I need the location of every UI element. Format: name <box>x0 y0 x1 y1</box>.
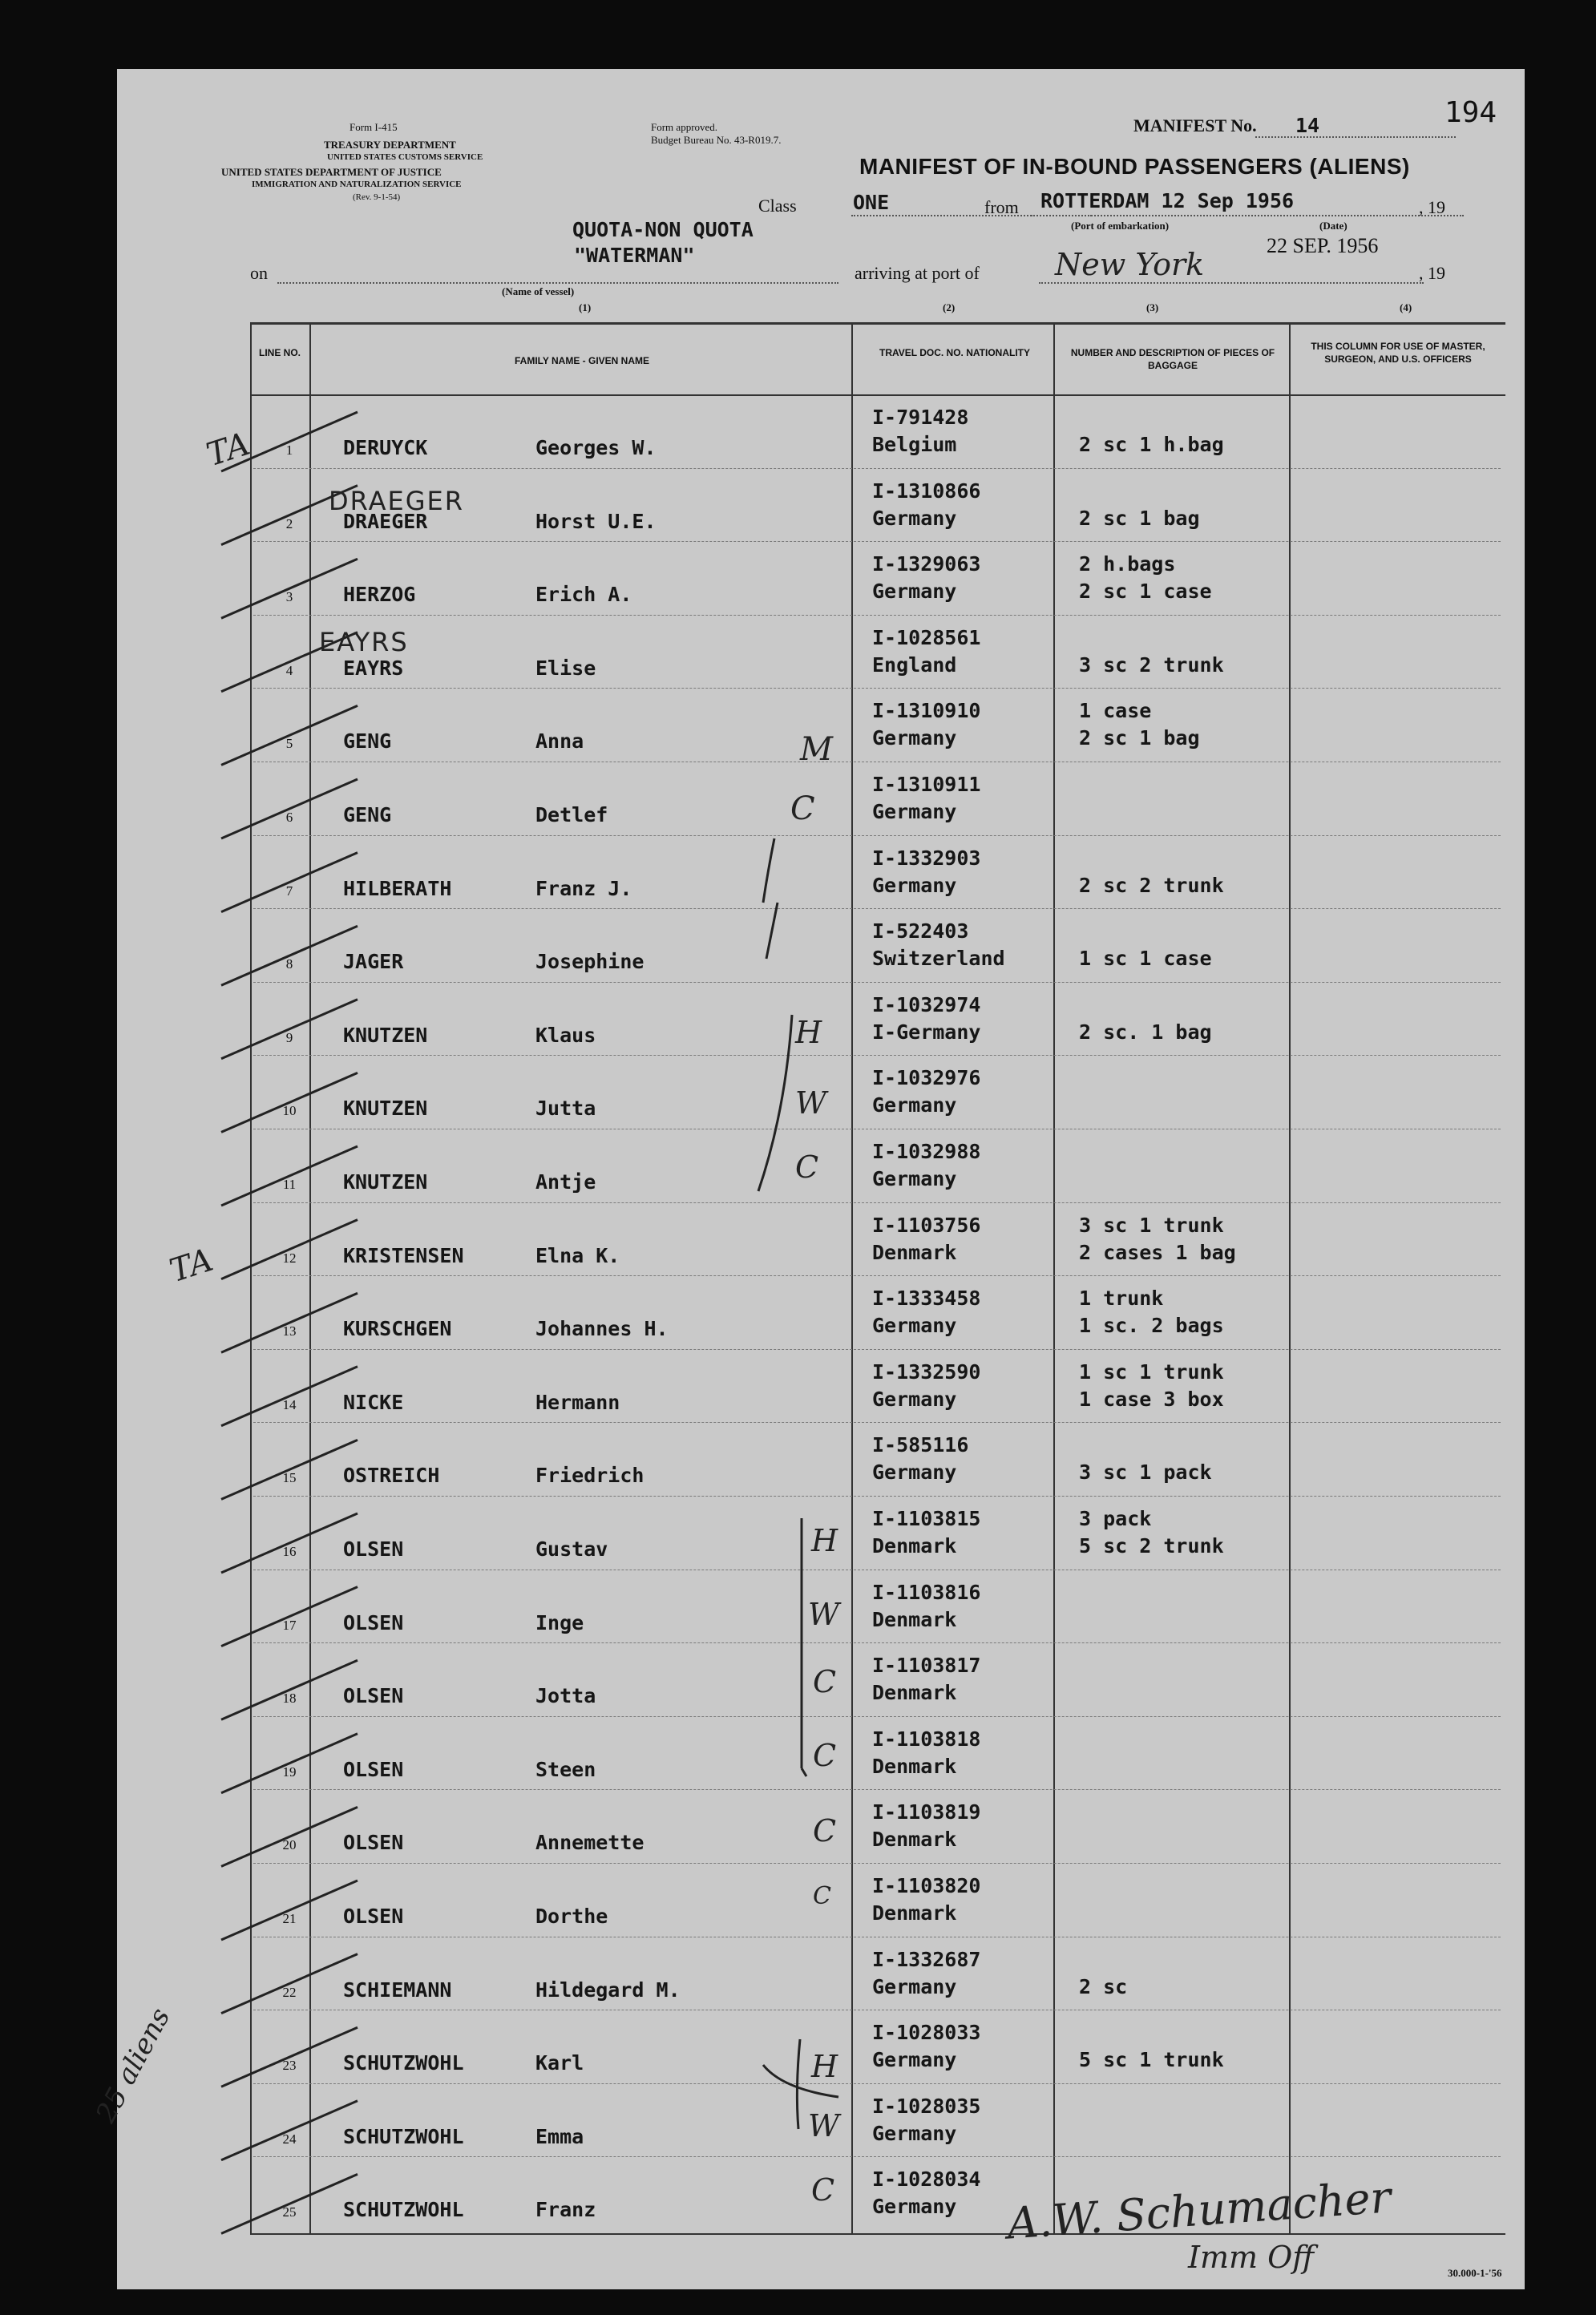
baggage-line-2: 3 sc 1 pack <box>1079 1461 1212 1485</box>
family-name: EAYRS <box>343 656 404 680</box>
manifest-label: MANIFEST No. <box>1133 115 1257 135</box>
col-num-1: (1) <box>579 301 592 313</box>
budget-bureau: Budget Bureau No. 43-R019.7. <box>651 134 782 146</box>
given-name: Josephine <box>535 950 644 974</box>
table-row <box>253 908 1501 982</box>
nationality: Germany <box>872 873 957 897</box>
vessel-line <box>277 282 838 284</box>
line-number: 4 <box>285 662 293 678</box>
baggage-line-2: 1 sc. 2 bags <box>1079 1314 1224 1338</box>
given-name: Horst U.E. <box>535 509 657 533</box>
row-divider <box>253 468 1501 469</box>
travel-doc-no: I-1028034 <box>872 2168 981 2192</box>
given-name: Jutta <box>535 1097 596 1121</box>
table-row <box>253 541 1501 615</box>
travel-doc-no: I-522403 <box>872 919 969 943</box>
given-name: Steen <box>535 1757 596 1781</box>
class-label: Class <box>758 196 797 216</box>
travel-doc-no: I-1028035 <box>872 2094 981 2118</box>
nationality: Germany <box>872 1387 957 1411</box>
given-name: Karl <box>535 2051 584 2075</box>
line-number: 17 <box>282 1617 297 1633</box>
given-name: Antje <box>535 1170 596 1194</box>
table-bottom-border <box>250 2233 1505 2235</box>
nationality: England <box>872 652 957 677</box>
table-row <box>253 1275 1501 1349</box>
line-number: 25 <box>282 2204 297 2220</box>
header-line-no: LINE NO. <box>258 347 301 358</box>
family-name: OLSEN <box>343 1905 404 1928</box>
annotation-ta-1: TA <box>202 425 255 475</box>
table-row <box>253 835 1501 909</box>
family-name: OLSEN <box>343 1537 404 1561</box>
dept-treasury: TREASURY DEPARTMENT <box>324 139 456 151</box>
travel-doc-no: I-1329063 <box>872 552 981 576</box>
row-divider <box>253 541 1501 542</box>
given-name: Franz J. <box>535 876 632 900</box>
dept-treasury-sub: UNITED STATES CUSTOMS SERVICE <box>327 152 483 162</box>
table-row <box>253 2083 1501 2157</box>
baggage-line-2: 1 sc 1 case <box>1079 947 1212 971</box>
line-number: 8 <box>285 956 293 972</box>
line-number: 16 <box>282 1544 297 1559</box>
travel-doc-no: I-1103815 <box>872 1507 981 1530</box>
rel-geng-c: C <box>790 790 815 827</box>
row-divider <box>253 1349 1501 1350</box>
rel-knutzen-w: W <box>795 1085 827 1121</box>
given-name: Detlef <box>535 803 608 826</box>
col-num-2: (2) <box>943 301 956 313</box>
family-name: OLSEN <box>343 1610 404 1634</box>
family-name: SCHUTZWOHL <box>343 2051 464 2075</box>
header-baggage: NUMBER AND DESCRIPTION OF PIECES OF BAGGAGE <box>1070 347 1275 371</box>
page-number: 194 <box>1444 96 1497 129</box>
rel-schutzwohl-w: W <box>808 2108 840 2143</box>
baggage-line-2: 5 sc 2 trunk <box>1079 1534 1224 1557</box>
line-number: 5 <box>285 736 293 752</box>
family-name: JAGER <box>343 950 404 974</box>
family-name: DERUYCK <box>343 436 428 459</box>
travel-doc-no: I-1103817 <box>872 1654 981 1678</box>
nationality: Denmark <box>872 1828 957 1852</box>
row-divider <box>253 1642 1501 1643</box>
table-row <box>253 1055 1501 1129</box>
row-divider <box>253 1496 1501 1497</box>
given-name: Hildegard M. <box>535 1978 681 2002</box>
nationality: Denmark <box>872 1901 957 1925</box>
nationality: Germany <box>872 1461 957 1485</box>
table-row <box>253 2010 1501 2083</box>
line-number: 6 <box>285 810 293 825</box>
manifest-no-line <box>1255 136 1456 138</box>
travel-doc-no: I-1310911 <box>872 773 981 796</box>
table-row <box>253 615 1501 689</box>
class-value: ONE <box>853 191 890 214</box>
line-number: 13 <box>282 1323 297 1339</box>
given-name: Elna K. <box>535 1243 620 1267</box>
given-name: Hermann <box>535 1390 620 1414</box>
baggage-line-2: 2 sc 1 bag <box>1079 726 1200 750</box>
travel-doc-no: I-1103756 <box>872 1213 981 1237</box>
from-line <box>1031 215 1464 216</box>
family-name: HILBERATH <box>343 876 452 900</box>
travel-doc-no: I-1310866 <box>872 479 981 503</box>
travel-doc-no: I-1103818 <box>872 1727 981 1751</box>
line-number: 18 <box>282 1691 297 1707</box>
vessel-name: "WATERMAN" <box>574 244 695 267</box>
travel-doc-no: I-1310910 <box>872 699 981 723</box>
nationality: Germany <box>872 2195 957 2219</box>
year-suffix-1: , 19 <box>1419 197 1445 217</box>
row-divider <box>253 688 1501 689</box>
travel-doc-no: I-1103819 <box>872 1800 981 1824</box>
table-row <box>253 1570 1501 1643</box>
family-name: KURSCHGEN <box>343 1317 452 1341</box>
nationality: Germany <box>872 800 957 823</box>
rel-geng-m: M <box>800 731 833 768</box>
officer-title: Imm Off <box>1188 2240 1315 2275</box>
family-name: OLSEN <box>343 1684 404 1708</box>
family-name: KRISTENSEN <box>343 1243 464 1267</box>
given-name: Georges W. <box>535 436 657 459</box>
baggage-line-2: 1 case 3 box <box>1079 1387 1224 1411</box>
table-row <box>253 1789 1501 1863</box>
nationality: Germany <box>872 506 957 530</box>
baggage-line-2: 3 sc 2 trunk <box>1079 652 1224 677</box>
table-row <box>253 1129 1501 1202</box>
family-name: NICKE <box>343 1390 404 1414</box>
baggage-line-2: 5 sc 1 trunk <box>1079 2048 1224 2072</box>
family-name: KNUTZEN <box>343 1023 428 1047</box>
row-divider <box>253 1422 1501 1423</box>
rel-olsen-w: W <box>808 1597 840 1632</box>
given-name: Elise <box>535 656 596 680</box>
form-revision: (Rev. 9-1-54) <box>353 192 401 202</box>
row-divider <box>253 1055 1501 1056</box>
col-num-4: (4) <box>1400 301 1412 313</box>
form-number: Form I-415 <box>350 121 398 133</box>
line-number: 24 <box>282 2131 297 2147</box>
form-approved: Form approved. <box>651 121 718 133</box>
line-number: 3 <box>285 589 293 605</box>
baggage-line-1: 1 trunk <box>1079 1287 1164 1311</box>
travel-doc-no: I-1028033 <box>872 2021 981 2045</box>
nationality: Belgium <box>872 433 957 456</box>
table-row <box>253 1422 1501 1496</box>
travel-doc-no: I-585116 <box>872 1433 969 1457</box>
given-name: Johannes H. <box>535 1317 669 1341</box>
rel-knutzen-c: C <box>795 1149 819 1185</box>
nationality: Germany <box>872 726 957 750</box>
rel-schutzwohl-h: H <box>811 2049 838 2084</box>
baggage-line-1: 1 sc 1 trunk <box>1079 1360 1224 1384</box>
travel-doc-no: I-1032976 <box>872 1066 981 1090</box>
given-name: Annemette <box>535 1831 644 1855</box>
travel-doc-no: I-1333458 <box>872 1287 981 1311</box>
from-value: ROTTERDAM 12 Sep 1956 <box>1040 189 1295 212</box>
annotation-draeger: DRAEGER <box>329 486 464 516</box>
arrival-port: New York <box>1055 247 1205 282</box>
baggage-line-2: 2 sc <box>1079 1974 1128 1998</box>
row-divider <box>253 615 1501 616</box>
family-name: DRAEGER <box>343 509 428 533</box>
line-number: 1 <box>285 442 293 458</box>
family-name: OLSEN <box>343 1831 404 1855</box>
line-number: 23 <box>282 2058 297 2074</box>
given-name: Friedrich <box>535 1464 644 1488</box>
nationality: Denmark <box>872 1240 957 1264</box>
annotation-aliens-count: 25 aliens <box>90 2002 177 2128</box>
nationality: I-Germany <box>872 1020 981 1044</box>
table-row <box>253 1349 1501 1423</box>
travel-doc-no: I-1332903 <box>872 846 981 870</box>
baggage-line-2: 2 sc 1 h.bag <box>1079 433 1224 456</box>
rel-olsen-h: H <box>811 1523 838 1558</box>
travel-doc-no: I-1028561 <box>872 625 981 649</box>
port-embark-caption: (Port of embarkation) <box>1071 220 1170 232</box>
given-name: Jotta <box>535 1684 596 1708</box>
nationality: Denmark <box>872 1607 957 1631</box>
baggage-line-1: 2 h.bags <box>1079 552 1176 576</box>
nationality: Germany <box>872 1093 957 1117</box>
nationality: Denmark <box>872 1534 957 1557</box>
nationality: Germany <box>872 580 957 604</box>
rel-olsen-c3: C <box>813 1813 837 1848</box>
family-name: GENG <box>343 803 392 826</box>
travel-doc-no: I-1032974 <box>872 992 981 1016</box>
line-number: 19 <box>282 1764 297 1780</box>
baggage-line-2: 2 sc. 1 bag <box>1079 1020 1212 1044</box>
vessel-caption: (Name of vessel) <box>502 285 575 297</box>
baggage-line-1: 1 case <box>1079 699 1152 723</box>
given-name: Franz <box>535 2198 596 2222</box>
line-number: 20 <box>282 1837 297 1853</box>
arriving-label: arriving at port of <box>855 263 980 283</box>
nationality: Germany <box>872 1314 957 1338</box>
rel-schutzwohl-c: C <box>811 2172 835 2208</box>
col-num-3: (3) <box>1146 301 1159 313</box>
annotation-eayrs: EAYRS <box>319 627 409 657</box>
row-divider <box>253 1789 1501 1790</box>
given-name: Erich A. <box>535 583 632 607</box>
date-caption: (Date) <box>1319 220 1348 232</box>
line-number: 10 <box>282 1103 297 1119</box>
table-row <box>253 688 1501 762</box>
table-left-border <box>250 322 252 2235</box>
table-row <box>253 1202 1501 1276</box>
arrival-date: 22 SEP. 1956 <box>1267 234 1379 257</box>
manifest-sheet <box>90 69 1525 2289</box>
line-number: 22 <box>282 1984 297 2000</box>
annotation-ta-2: TA <box>165 1241 218 1291</box>
travel-doc-no: I-1332687 <box>872 1947 981 1971</box>
year-suffix-2: , 19 <box>1419 263 1445 283</box>
table-row <box>253 1863 1501 1937</box>
given-name: Klaus <box>535 1023 596 1047</box>
baggage-line-1: 3 sc 1 trunk <box>1079 1213 1224 1237</box>
row-divider <box>253 1202 1501 1203</box>
row-divider <box>253 1863 1501 1864</box>
footer-code: 30.000-1-'56 <box>1448 2267 1502 2279</box>
nationality: Germany <box>872 1167 957 1190</box>
rel-olsen-c2: C <box>813 1738 837 1773</box>
nationality: Switzerland <box>872 947 1005 971</box>
dept-justice-sub: IMMIGRATION AND NATURALIZATION SERVICE <box>252 180 462 189</box>
quota-type: QUOTA-NON QUOTA <box>572 218 754 241</box>
row-divider <box>253 908 1501 909</box>
row-divider <box>253 835 1501 836</box>
table-row <box>253 1937 1501 2010</box>
travel-doc-no: I-1103820 <box>872 1874 981 1897</box>
given-name: Anna <box>535 729 584 753</box>
family-name: SCHIEMANN <box>343 1978 452 2002</box>
family-name: HERZOG <box>343 583 416 607</box>
baggage-line-2: 2 cases 1 bag <box>1079 1240 1236 1264</box>
given-name: Inge <box>535 1610 584 1634</box>
rel-knutzen-h: H <box>795 1015 822 1050</box>
baggage-line-2: 2 sc 1 case <box>1079 580 1212 604</box>
nationality: Germany <box>872 2048 957 2072</box>
family-name: KNUTZEN <box>343 1097 428 1121</box>
family-name: OLSEN <box>343 1757 404 1781</box>
on-label: on <box>250 263 268 283</box>
line-number: 21 <box>282 1911 297 1926</box>
given-name: Emma <box>535 2124 584 2148</box>
table-row <box>253 982 1501 1056</box>
line-number: 2 <box>285 515 293 531</box>
family-name: SCHUTZWOHL <box>343 2198 464 2222</box>
table-row <box>253 1496 1501 1570</box>
line-number: 9 <box>285 1029 293 1045</box>
nationality: Denmark <box>872 1681 957 1705</box>
family-name: SCHUTZWOHL <box>343 2124 464 2148</box>
row-divider <box>253 982 1501 983</box>
line-number: 12 <box>282 1250 297 1266</box>
rel-olsen-c1: C <box>813 1664 837 1699</box>
table-top-border <box>250 322 1505 325</box>
rel-olsen-c4: C <box>813 1882 831 1910</box>
nationality: Germany <box>872 2121 957 2145</box>
line-number: 11 <box>282 1177 297 1192</box>
given-name: Dorthe <box>535 1905 608 1928</box>
travel-doc-no: I-791428 <box>872 406 969 429</box>
table-row <box>253 1642 1501 1716</box>
baggage-line-1: 3 pack <box>1079 1507 1152 1530</box>
table-row <box>253 1716 1501 1790</box>
arrival-line <box>1039 282 1424 284</box>
travel-doc-no: I-1332590 <box>872 1360 981 1384</box>
line-number: 14 <box>282 1396 297 1412</box>
officer-signature: A.W. Schumacher <box>1005 2172 1393 2249</box>
family-name: OSTREICH <box>343 1464 440 1488</box>
baggage-line-2: 2 sc 1 bag <box>1079 506 1200 530</box>
line-number: 15 <box>282 1470 297 1486</box>
baggage-line-2: 2 sc 2 trunk <box>1079 873 1224 897</box>
row-divider <box>253 1275 1501 1276</box>
manifest-title: MANIFEST OF IN-BOUND PASSENGERS (ALIENS) <box>859 154 1410 179</box>
family-name: GENG <box>343 729 392 753</box>
travel-doc-no: I-1103816 <box>872 1580 981 1604</box>
table-row <box>253 762 1501 835</box>
table-row <box>253 394 1501 468</box>
manifest-number: 14 <box>1295 114 1320 137</box>
row-divider <box>253 2083 1501 2084</box>
from-label: from <box>984 197 1019 217</box>
header-officers: THIS COLUMN FOR USE OF MASTER, SURGEON, AND U.S. OFFICERS <box>1311 341 1485 365</box>
given-name: Gustav <box>535 1537 608 1561</box>
nationality: Denmark <box>872 1754 957 1778</box>
family-name: KNUTZEN <box>343 1170 428 1194</box>
header-doc: TRAVEL DOC. NO. NATIONALITY <box>879 347 1030 358</box>
dept-justice: UNITED STATES DEPARTMENT OF JUSTICE <box>221 166 442 178</box>
line-number: 7 <box>285 883 293 899</box>
row-divider <box>253 1716 1501 1717</box>
header-name: FAMILY NAME - GIVEN NAME <box>514 355 650 366</box>
travel-doc-no: I-1032988 <box>872 1140 981 1163</box>
nationality: Germany <box>872 1974 957 1998</box>
row-divider <box>253 2156 1501 2157</box>
